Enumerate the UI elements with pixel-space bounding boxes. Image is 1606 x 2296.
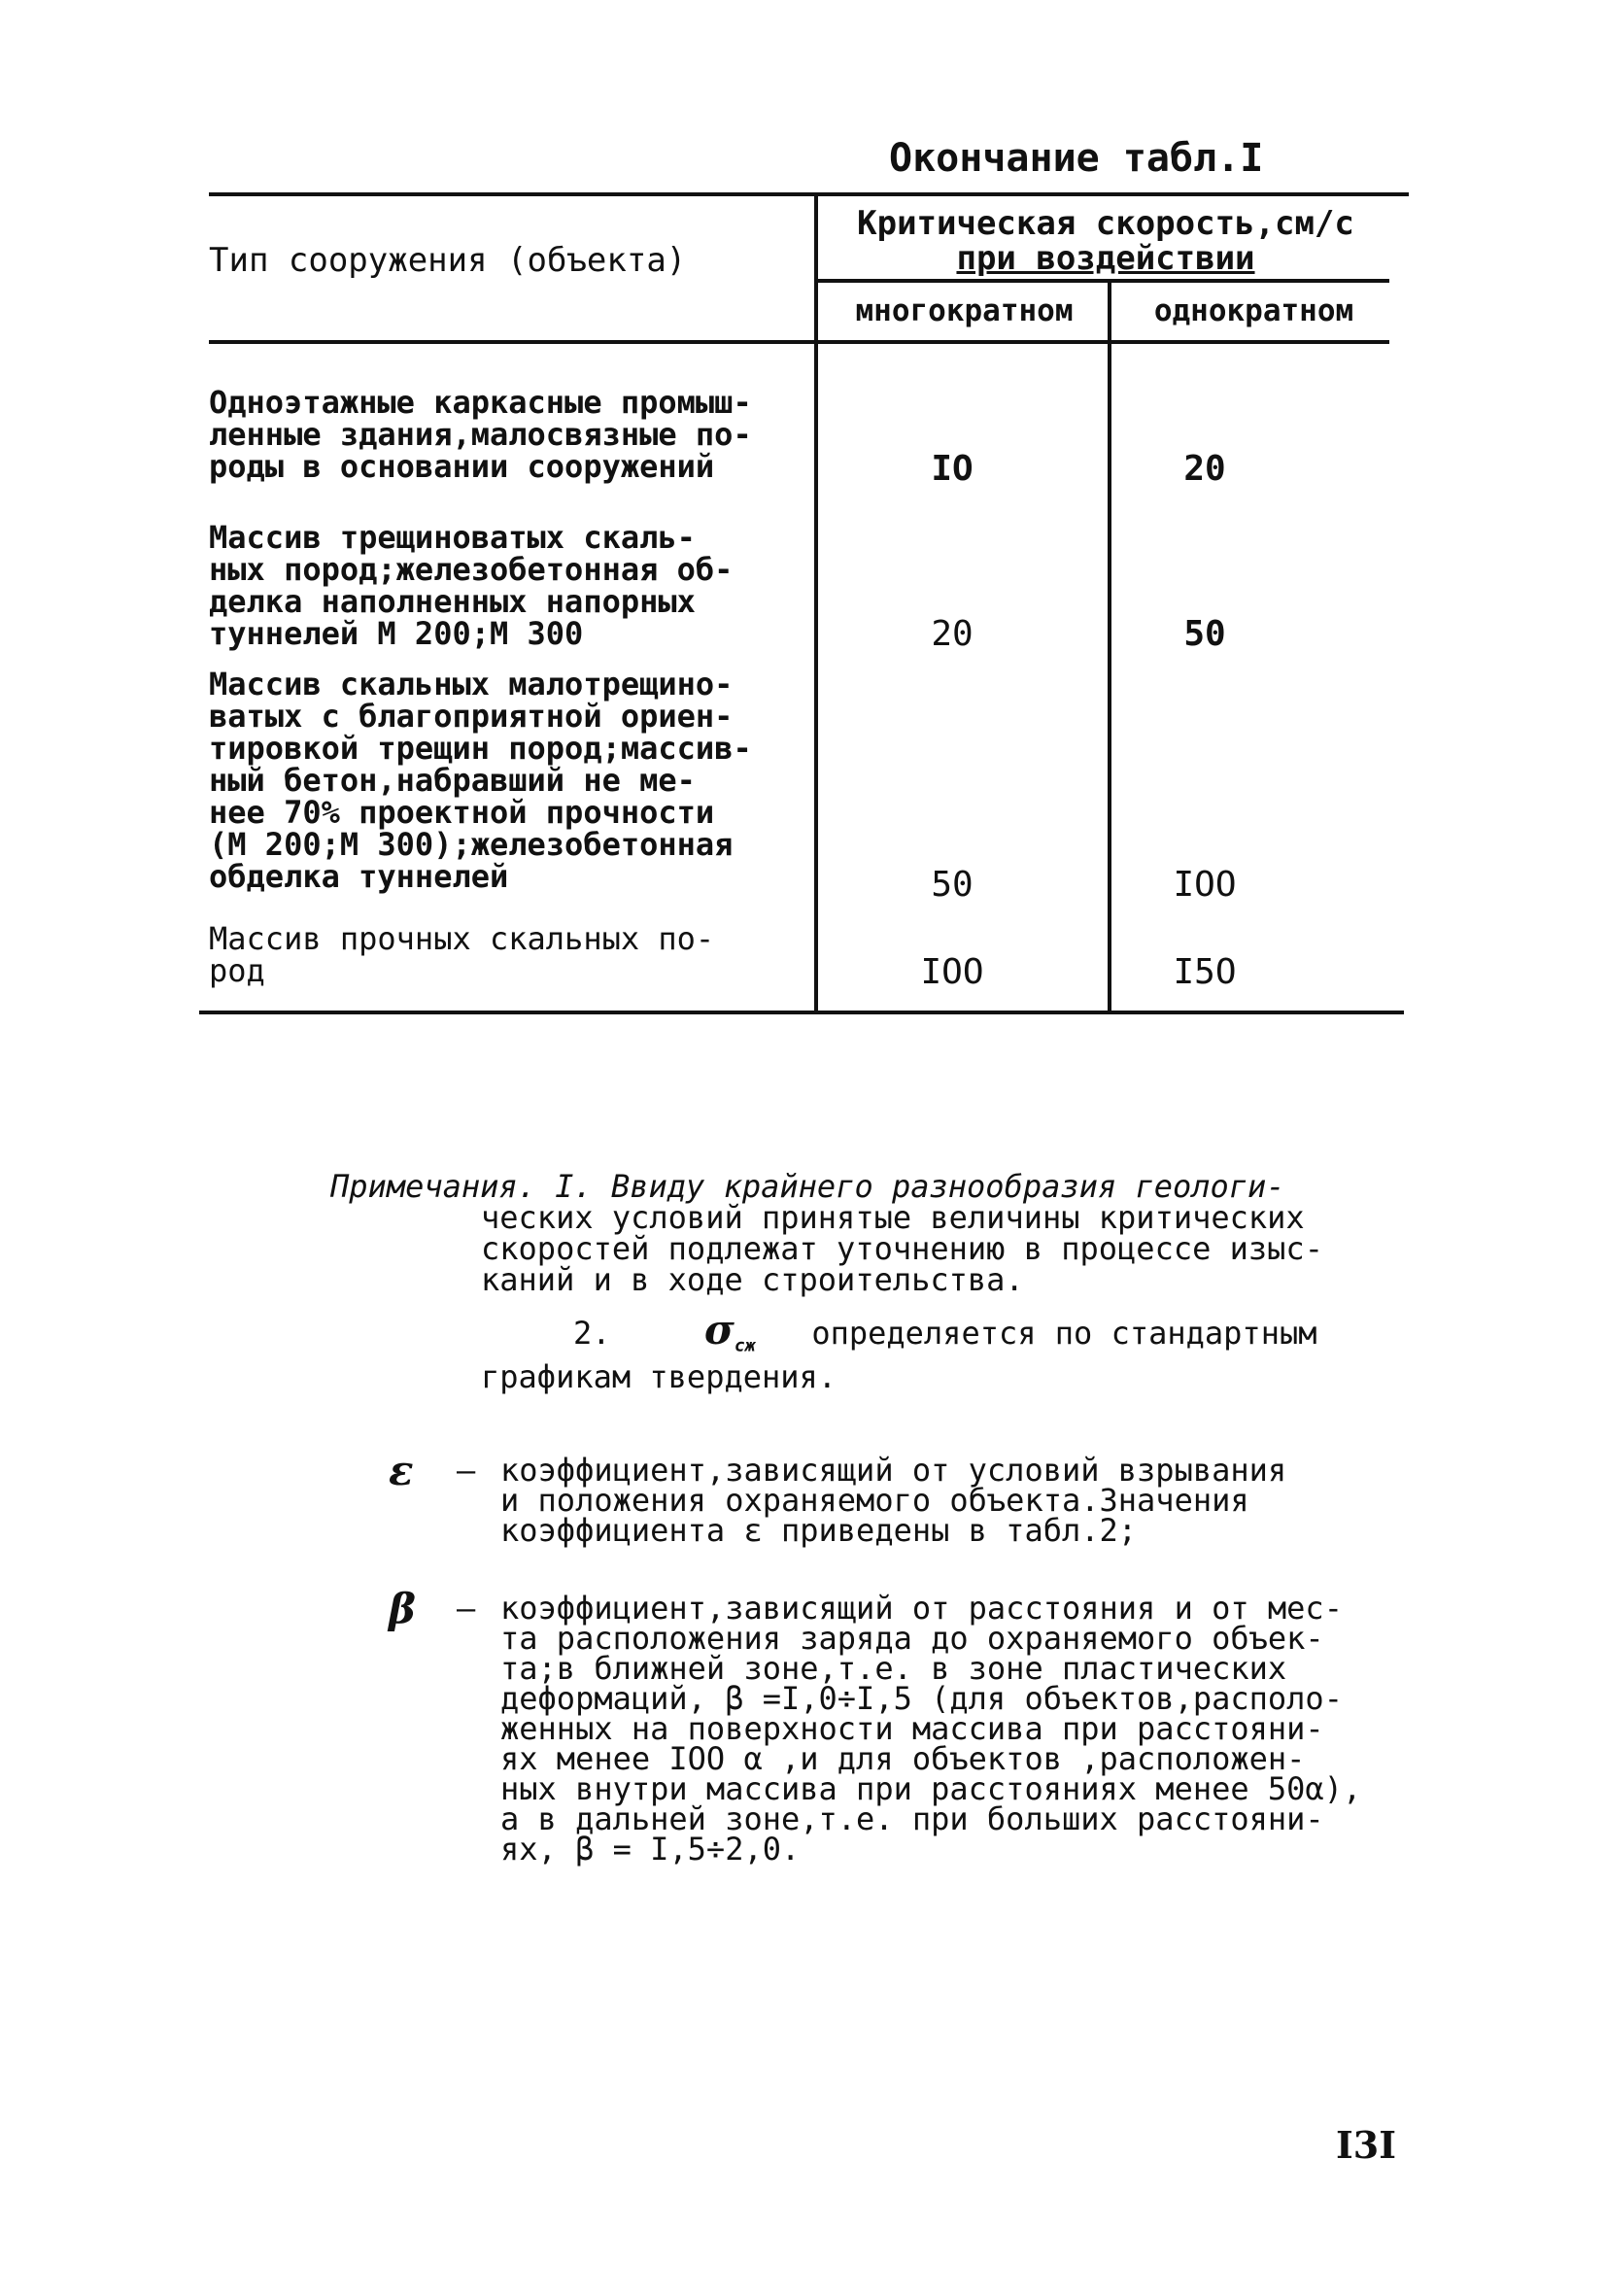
subheader-rule [816,279,1389,283]
table-row-4-description: Массив прочных скальных по- род [209,920,715,989]
note-2-text: определяется по стандартным [811,1315,1317,1352]
table-row-4-single: I5O [1173,952,1237,992]
header-multiple: многократном [855,293,1074,328]
definition-dash: – [457,1452,476,1489]
table-bottom-rule [199,1011,1404,1014]
sigma-symbol: σ [703,1306,735,1354]
table-row-3-multiple: 50 [931,865,974,905]
table-caption: Окончание табл.I [889,136,1264,181]
header-single: однократном [1153,293,1354,328]
table-row-2-description: Массив трещиноватых скаль- ных пород;железобетонная об- делка наполненных напорных туннелей М 200;М 300 [209,519,734,652]
table-row-1-single: 20 [1183,449,1226,489]
note-2 [573,1306,1448,1361]
note-2-number: 2. [573,1315,611,1352]
page-number: I3I [1336,2123,1396,2167]
note-2-continuation: графикам твердения. [481,1358,837,1396]
header-critical-speed [824,206,1387,276]
header-structure-type: Тип сооружения (объекта) [209,241,687,280]
header-critical-speed-line2: при воздействии [956,239,1255,278]
column-divider-1 [814,192,818,1012]
notes-block [330,1168,1448,1396]
beta-symbol: β [389,1585,416,1632]
epsilon-definition-text: коэффициент,зависящий от условий взрывания и положения охраняемого объекта.Значения коэффициента ε приведены в табл.2; [500,1452,1287,1549]
beta-definition-text: коэффициент,зависящий от расстояния и от мес- та расположения заряда до охраняемого объек- та;в ближней зоне,т.е. в зоне пластических деформаций, β =I,0÷I,5 (для объектов,располо- женных на поверхности массива при расстояни- ях менее IOO α ,и для объектов ,расположен- ных внутри массива при расстояниях менее 50α), а в дальней зоне,т.е. при больших расстояни- ях, β = I,5÷2,0. [500,1590,1362,1868]
definition-dash: – [457,1590,476,1627]
table-row-3-description: Массив скальных малотрещино- ватых с благоприятной ориен- тировкой трещин пород;массив- ный бетон,набравший не ме- нее 70% проектной прочности (М 200;М 300);железобетонная обделка туннелей [209,666,752,895]
table-row-2-single: 50 [1183,614,1226,654]
table-row-1-description: Одноэтажные каркасные промыш- ленные здания,малосвязные по- роды в основании сооружений [209,384,752,485]
table-top-rule [209,192,1409,196]
table-row-4-multiple: IOO [920,952,984,992]
sigma-subscript: сж [734,1335,756,1356]
table-row-2-multiple: 20 [931,614,974,654]
table-row-1-multiple: IO [931,449,974,489]
header-critical-speed-line1: Критическая скорость,см/с [857,204,1354,243]
note-1-text: ческих условий принятые величины критических скоростей подлежат уточнению в процессе изыс- каний и в ходе строительства. [481,1199,1323,1298]
definition-epsilon [389,1447,1457,1549]
notes-heading: Примечания. I. Ввиду крайнего разнообразия геологи- [330,1168,1285,1205]
definition-beta [389,1585,1457,1868]
epsilon-symbol: ε [389,1447,414,1494]
header-bottom-rule [209,340,1389,344]
table-row-3-single: IOO [1173,865,1237,905]
